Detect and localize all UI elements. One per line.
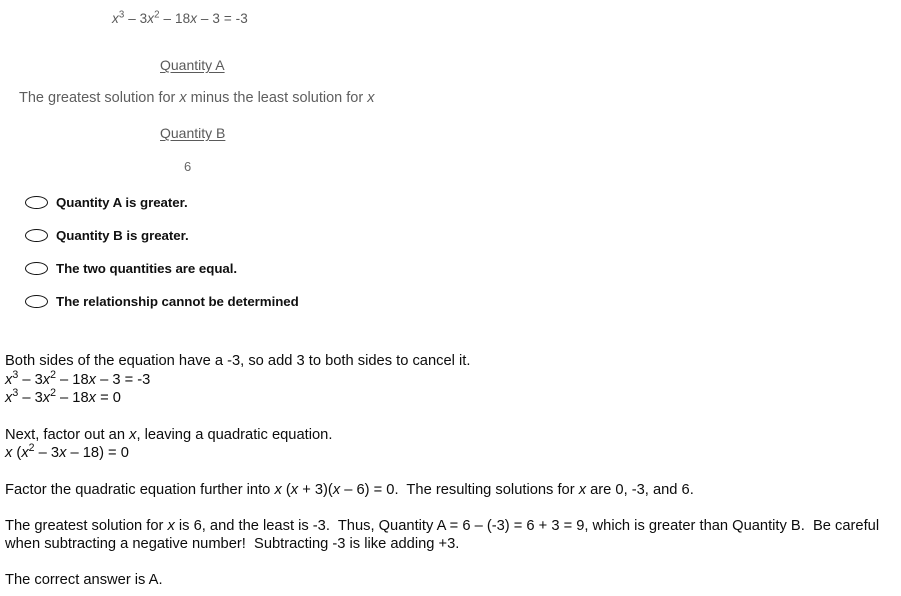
answer-choice-group [0, 186, 520, 318]
spacer [5, 408, 897, 426]
radio-button-icon[interactable] [25, 229, 48, 242]
explanation-paragraph-3: Factor the quadratic equation further into x (x + 3)(x – 6) = 0. The resulting solutions for x are 0, -3, and 6. [5, 481, 694, 498]
answer-choice-quantity-b-greater[interactable] [0, 219, 520, 252]
explanation-paragraph-4: The greatest solution for x is 6, and the least is -3. Thus, Quantity A = 6 – (-3) = 6 + 3 = 9, which is greater than Quantity B. Be careful when subtracting a negative number! Subtracting -3 is like adding +3. [5, 517, 880, 553]
answer-choice-equal[interactable] [0, 252, 520, 285]
answer-choice-label: Quantity A is greater. [56, 195, 188, 210]
quantity-b-value: 6 [184, 159, 192, 174]
quantity-a-heading: Quantity A [160, 57, 225, 73]
question-equation: $x^3 - 3x^2 - 18x - 3 = -3$ [112, 9, 248, 26]
explanation-section [5, 352, 897, 589]
answer-choice-cannot-be-determined[interactable] [0, 285, 520, 318]
spacer [5, 554, 897, 571]
answer-choice-label: The two quantities are equal. [56, 261, 238, 276]
quantity-a-description: The greatest solution for x minus the least solution for x [19, 90, 375, 106]
explanation-paragraph-2: Next, factor out an x, leaving a quadratic equation. [5, 426, 333, 443]
radio-button-icon[interactable] [25, 262, 48, 275]
explanation-step-2: $x^3 - 3x^2 - 18x = 0$ [5, 387, 121, 407]
spacer [5, 463, 897, 481]
answer-choice-quantity-a-greater[interactable] [0, 186, 520, 219]
answer-choice-label: The relationship cannot be determined [56, 294, 299, 309]
correct-answer-statement: The correct answer is A. [5, 571, 163, 588]
explanation-paragraph-1: Both sides of the equation have a -3, so add 3 to both sides to cancel it. [5, 353, 471, 369]
answer-choice-label: Quantity B is greater. [56, 228, 189, 243]
explanation-step-1: $x^3 - 3x^2 - 18x - 3 = -3$ [5, 368, 151, 388]
radio-button-icon[interactable] [25, 295, 48, 308]
spacer [5, 500, 897, 517]
explanation-step-3: x $(x^2 - 3x - 18) = 0$ [5, 442, 129, 462]
radio-button-icon[interactable] [25, 196, 48, 209]
quantity-b-heading: Quantity B [160, 125, 226, 141]
